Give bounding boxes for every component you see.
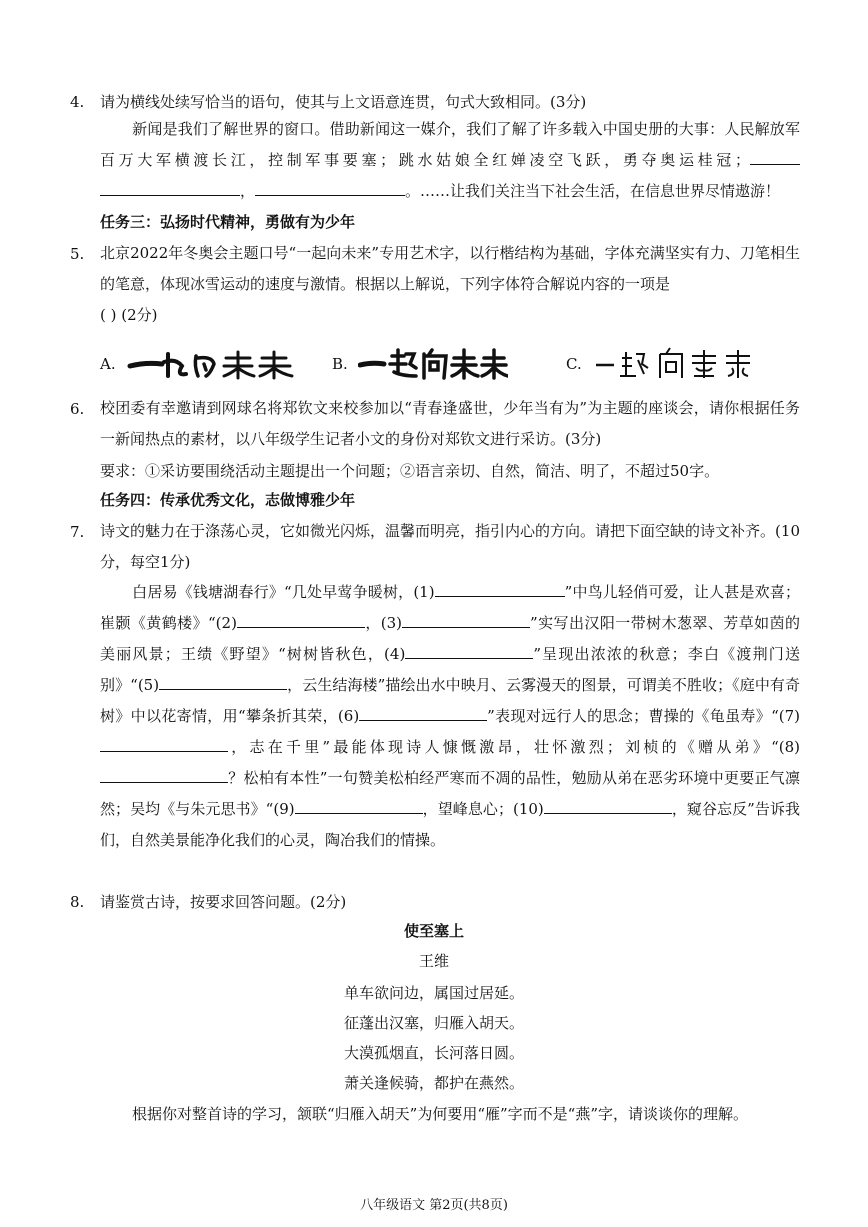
task-3-heading: 任务三：弘扬时代精神，勇做有为少年: [100, 213, 356, 231]
passage-text: ，志在千里”最能体现诗人慷慨激昂，壮怀激烈；刘桢的《赠从弟》“(8): [228, 738, 800, 756]
poem-author: 王维: [418, 952, 449, 970]
passage-text: ”呈现出浓浓的秋意；李白《渡荆门送别》“(5): [100, 645, 800, 694]
question-number: 5.: [70, 245, 85, 263]
question-prompt: 请为横线处续写恰当的语句，使其与上文语意连贯，句式大致相同。(3分): [100, 93, 587, 111]
separator: ，: [240, 182, 256, 200]
passage-text: 新闻是我们了解世界的窗口。借助新闻这一媒介，我们了解了许多载入中国史册的大事：人民解放军百万大军横渡长江，控制军事要塞；跳水姑娘全红婵凌空飞跃，勇夺奥运桂冠；: [100, 120, 800, 169]
question-text: 校团委有幸邀请到网球名将郑钦文来校参加以“青春逢盛世，少年当有为”为主题的座谈会，请你根据任务一新闻热点的素材，以八年级学生记者小文的身份对郑钦文进行采访。(3分): [100, 399, 800, 448]
question-6-body: [100, 393, 800, 455]
passage-text: ，云生结海楼”描绘出水中映月、云雾漫天的图景，可谓美不胜收；《庭中有奇树》中以花寄情，用“攀条折其荣，(6): [100, 676, 800, 725]
passage-text: ？松柏有本性”一句赞美松柏经严寒而不凋的品性，勉励从弟在恶劣环境中更要正气凛然；吴均《与朱元思书》“(9): [100, 769, 800, 818]
answer-paren: ( ) (2分): [100, 306, 158, 324]
poem-title: 使至塞上: [403, 922, 464, 940]
passage-text: ”表现对远行人的思念；曹操的《龟虽寿》“(7): [487, 707, 800, 725]
answer-blank[interactable]: [750, 149, 800, 165]
answer-blank-4[interactable]: [405, 643, 533, 659]
option-label: C.: [566, 355, 582, 373]
question-6-requirements: 要求：①采访要围绕活动主题提出一个问题；②语言亲切、自然，简洁、明了，不超过50字。: [100, 462, 720, 480]
passage-text: 。……让我们关注当下社会生活，在信息世界尽情遨游！: [405, 182, 781, 200]
question-number: 7.: [70, 523, 85, 541]
answer-blank[interactable]: [100, 180, 240, 196]
answer-blank-2[interactable]: [237, 612, 365, 628]
question-4-body: [100, 114, 800, 207]
poem-line: 大漠孤烟直，长河落日圆。: [343, 1044, 524, 1062]
answer-blank-9[interactable]: [295, 798, 423, 814]
passage-text: ”中鸟儿轻俏可爱，让人甚是欢喜；崔颢《黄鹤楼》“(2): [100, 583, 801, 632]
question-5-body: [100, 238, 800, 331]
question-7-prompt: [100, 516, 800, 578]
passage-text: ，望峰息心；(10): [422, 800, 544, 818]
answer-blank-7[interactable]: [100, 736, 228, 752]
answer-blank[interactable]: [255, 180, 405, 196]
option-b[interactable]: [332, 346, 508, 382]
question-number: 6.: [70, 400, 85, 418]
option-label: A.: [100, 355, 116, 373]
answer-blank-5[interactable]: [159, 674, 287, 690]
option-a[interactable]: [100, 346, 296, 382]
passage-text: ”实写出汉阳一带树木葱翠、芳草如茵的美丽风景；王绩《野望》“树树皆秋色，(4): [100, 614, 800, 663]
poem-line: 单车欲问边，属国过居延。: [343, 984, 524, 1002]
answer-blank-6[interactable]: [359, 705, 487, 721]
question-text: 根据你对整首诗的学习，颔联“归雁入胡天”为何要用“雁”字而不是“燕”字，请谈谈你的理解。: [132, 1105, 749, 1123]
question-7-body: [100, 577, 800, 856]
calligraphy-cursive-image: [126, 346, 296, 382]
question-number: 8.: [70, 893, 85, 911]
question-text: 北京2022年冬奥会主题口号“一起向未来”专用艺术字，以行楷结构为基础，字体充满坚实有力、刀笔相生的笔意，体现冰雪运动的速度与激情。根据以上解说，下列字体符合解说内容的一项是: [100, 244, 800, 293]
page-footer: 八年级语文 第2页(共8页): [360, 1198, 508, 1213]
option-label: B.: [332, 355, 348, 373]
answer-blank-10[interactable]: [544, 798, 672, 814]
passage-text: ，(3): [364, 614, 403, 632]
answer-blank-3[interactable]: [402, 612, 530, 628]
option-c[interactable]: [566, 346, 752, 382]
question-8-body: [100, 1099, 800, 1130]
poem-line: 征蓬出汉塞，归雁入胡天。: [343, 1014, 524, 1032]
calligraphy-semi-cursive-image: [358, 346, 508, 382]
answer-blank-1[interactable]: [435, 581, 565, 597]
calligraphy-seal-script-image: [592, 346, 752, 382]
poem-line: 萧关逢候骑，都护在燕然。: [343, 1074, 524, 1092]
passage-text: ，窥谷忘反”告诉我们，自然美景能净化我们的心灵，陶冶我们的情操。: [100, 800, 801, 849]
question-number: 4.: [70, 93, 85, 111]
answer-blank-8[interactable]: [100, 767, 228, 783]
question-prompt: 请鉴赏古诗，按要求回答问题。(2分): [100, 893, 347, 911]
question-text: 诗文的魅力在于涤荡心灵，它如微光闪烁，温馨而明亮，指引内心的方向。请把下面空缺的诗文补齐。(10分，每空1分): [100, 522, 800, 571]
passage-text: 白居易《钱塘湖春行》“几处早莺争暖树，(1): [132, 583, 435, 601]
task-4-heading: 任务四：传承优秀文化，志做博雅少年: [100, 491, 356, 509]
